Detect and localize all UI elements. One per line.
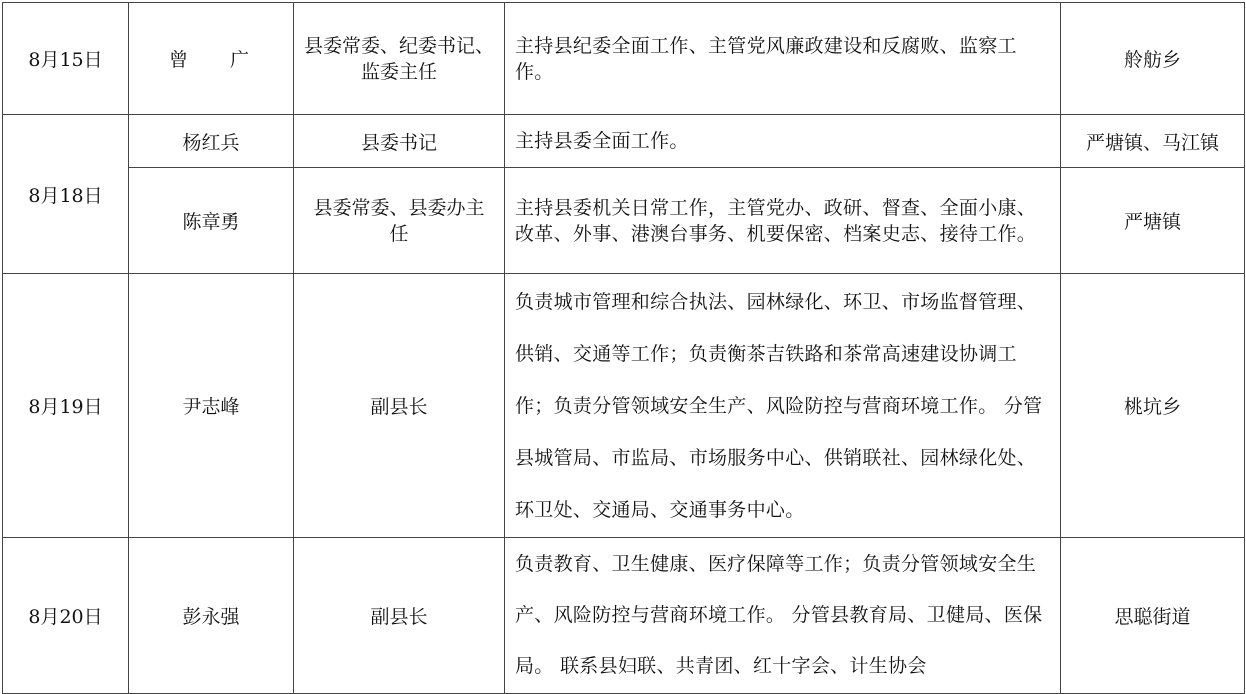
duties-cell: 主持县委全面工作。 — [505, 115, 1061, 168]
date-cell: 8月18日 — [3, 115, 129, 274]
table-row — [3, 168, 1245, 274]
position-line: 任 — [389, 222, 409, 245]
name-cell: 彭永强 — [129, 538, 294, 694]
location-cell: 严塘镇 — [1061, 168, 1245, 274]
name-cell: 杨红兵 — [129, 115, 294, 168]
position-cell — [294, 168, 505, 274]
duties-cell: 负责教育、卫生健康、医疗保障等工作；负责分管领域安全生产、风险防控与营商环境工作。 分管县教育局、卫健局、医保局。 联系县妇联、共青团、红十字会、计生协会 — [505, 538, 1061, 694]
date-cell: 8月15日 — [3, 3, 129, 115]
location-cell: 思聪街道 — [1061, 538, 1245, 694]
duties-cell: 主持县纪委全面工作、主管党风廉政建设和反腐败、监察工作。 — [505, 3, 1061, 115]
position-cell: 副县长 — [294, 538, 505, 694]
position-line: 县委常委、纪委书记、 — [303, 34, 494, 57]
position-line: 监委主任 — [360, 60, 437, 83]
duties-cell: 负责城市管理和综合执法、园林绿化、环卫、市场监督管理、供销、交通等工作；负责衡茶吉铁路和茶常高速建设协调工作；负责分管领域安全生产、风险防控与营商环境工作。 分管县城管局、市监局、市场服务中心、供销联社、园林绿化处、环卫处、交通局、交通事务中心。 — [505, 274, 1061, 538]
position-cell: 副县长 — [294, 274, 505, 538]
location-cell: 严塘镇、马江镇 — [1061, 115, 1245, 168]
name-cell: 尹志峰 — [129, 274, 294, 538]
date-cell: 8月19日 — [3, 274, 129, 538]
table-row — [3, 115, 1245, 168]
schedule-table — [2, 2, 1245, 694]
position-line: 县委常委、县委办主 — [313, 196, 485, 219]
table-row — [3, 274, 1245, 538]
location-cell: 桃坑乡 — [1061, 274, 1245, 538]
position-cell — [294, 3, 505, 115]
table-row — [3, 538, 1245, 694]
date-cell: 8月20日 — [3, 538, 129, 694]
name-cell: 陈章勇 — [129, 168, 294, 274]
table-row — [3, 3, 1245, 115]
name-cell: 曾 广 — [129, 3, 294, 115]
position-cell: 县委书记 — [294, 115, 505, 168]
location-cell: 舲舫乡 — [1061, 3, 1245, 115]
duties-cell: 主持县委机关日常工作，主管党办、政研、督查、全面小康、改革、外事、港澳台事务、机要保密、档案史志、接待工作。 — [505, 168, 1061, 274]
